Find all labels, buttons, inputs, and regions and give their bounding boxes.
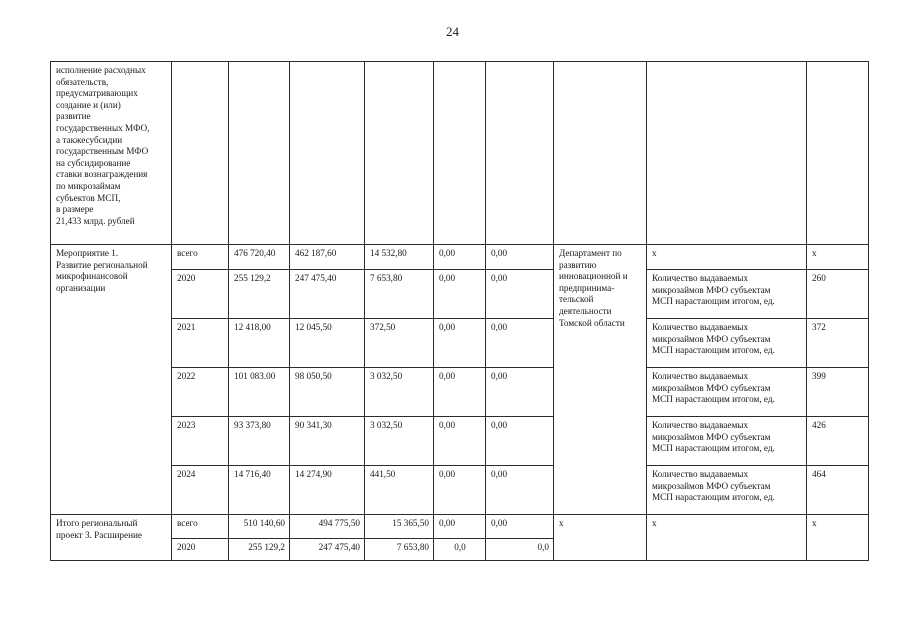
department-cell: х: [554, 515, 647, 561]
local-cell: 0,0: [434, 539, 486, 561]
year-cell: всего: [172, 245, 229, 270]
budget-table: [50, 61, 869, 561]
regional-cell: 7 653,80: [365, 270, 434, 319]
indicator-cell: Количество выдаваемых микрозаймов МФО субъектам МСП нарастающим итогом, ед.: [647, 368, 807, 417]
federal-cell: 14 274,90: [290, 466, 365, 515]
intro-text: исполнение расходных обязательств, предусматривающих создание и (или) развитие государственных МФО, а такжесубсидии государственным МФО на субсидирование ставки вознаграждения по микрозаймам субъектов МСП, в размере 21,433 млрд. рублей: [51, 62, 172, 245]
federal-cell: 98 050,50: [290, 368, 365, 417]
year-cell: 2024: [172, 466, 229, 515]
value-cell: х: [807, 245, 869, 270]
federal-cell: 494 775,50: [290, 515, 365, 539]
indicator-cell: х: [647, 515, 807, 561]
other-cell: 0,00: [486, 270, 554, 319]
total-cell: 93 373,80: [229, 417, 290, 466]
total-project-name: Итого региональный проект 3. Расширение: [51, 515, 172, 561]
local-cell: 0,00: [434, 270, 486, 319]
table-row: [51, 515, 869, 539]
year-cell: 2022: [172, 368, 229, 417]
indicator-cell: Количество выдаваемых микрозаймов МФО субъектам МСП нарастающим итогом, ед.: [647, 270, 807, 319]
regional-cell: 7 653,80: [365, 539, 434, 561]
total-cell: 255 129,2: [229, 539, 290, 561]
total-cell: 476 720,40: [229, 245, 290, 270]
other-cell: 0,00: [486, 466, 554, 515]
local-cell: 0,00: [434, 466, 486, 515]
indicator-cell: Количество выдаваемых микрозаймов МФО субъектам МСП нарастающим итогом, ед.: [647, 319, 807, 368]
other-cell: 0,0: [486, 539, 554, 561]
table-row: [51, 245, 869, 270]
regional-cell: 3 032,50: [365, 417, 434, 466]
table-row: [51, 368, 869, 417]
local-cell: 0,00: [434, 319, 486, 368]
other-cell: 0,00: [486, 417, 554, 466]
regional-cell: 3 032,50: [365, 368, 434, 417]
regional-cell: 14 532,80: [365, 245, 434, 270]
table-row: [51, 417, 869, 466]
local-cell: 0,00: [434, 368, 486, 417]
total-cell: 12 418,00: [229, 319, 290, 368]
table-row: [51, 319, 869, 368]
total-cell: 101 083.00: [229, 368, 290, 417]
department-cell: Департамент по развитию инновационной и предпринима- тельской деятельности Томской области: [554, 245, 647, 515]
total-cell: 510 140,60: [229, 515, 290, 539]
indicator-cell: х: [647, 245, 807, 270]
value-cell: х: [807, 515, 869, 561]
local-cell: 0,00: [434, 245, 486, 270]
other-cell: 0,00: [486, 319, 554, 368]
intro-row: [51, 62, 869, 245]
other-cell: 0,00: [486, 245, 554, 270]
measure-name: Мероприятие 1. Развитие региональной микрофинансовой организации: [51, 245, 172, 515]
total-cell: 14 716,40: [229, 466, 290, 515]
federal-cell: 247 475,40: [290, 539, 365, 561]
other-cell: 0,00: [486, 368, 554, 417]
indicator-cell: Количество выдаваемых микрозаймов МФО субъектам МСП нарастающим итогом, ед.: [647, 417, 807, 466]
year-cell: 2020: [172, 539, 229, 561]
year-cell: 2021: [172, 319, 229, 368]
page-number: 24: [446, 24, 459, 39]
indicator-cell: Количество выдаваемых микрозаймов МФО субъектам МСП нарастающим итогом, ед.: [647, 466, 807, 515]
table-row: [51, 270, 869, 319]
value-cell: 464: [807, 466, 869, 515]
regional-cell: 372,50: [365, 319, 434, 368]
value-cell: 426: [807, 417, 869, 466]
value-cell: 399: [807, 368, 869, 417]
regional-cell: 441,50: [365, 466, 434, 515]
federal-cell: 247 475,40: [290, 270, 365, 319]
federal-cell: 12 045,50: [290, 319, 365, 368]
federal-cell: 90 341,30: [290, 417, 365, 466]
total-cell: 255 129,2: [229, 270, 290, 319]
federal-cell: 462 187,60: [290, 245, 365, 270]
value-cell: 372: [807, 319, 869, 368]
regional-cell: 15 365,50: [365, 515, 434, 539]
year-cell: 2023: [172, 417, 229, 466]
local-cell: 0,00: [434, 515, 486, 539]
year-cell: всего: [172, 515, 229, 539]
table-row: [51, 466, 869, 515]
other-cell: 0,00: [486, 515, 554, 539]
year-cell: 2020: [172, 270, 229, 319]
value-cell: 260: [807, 270, 869, 319]
local-cell: 0,00: [434, 417, 486, 466]
